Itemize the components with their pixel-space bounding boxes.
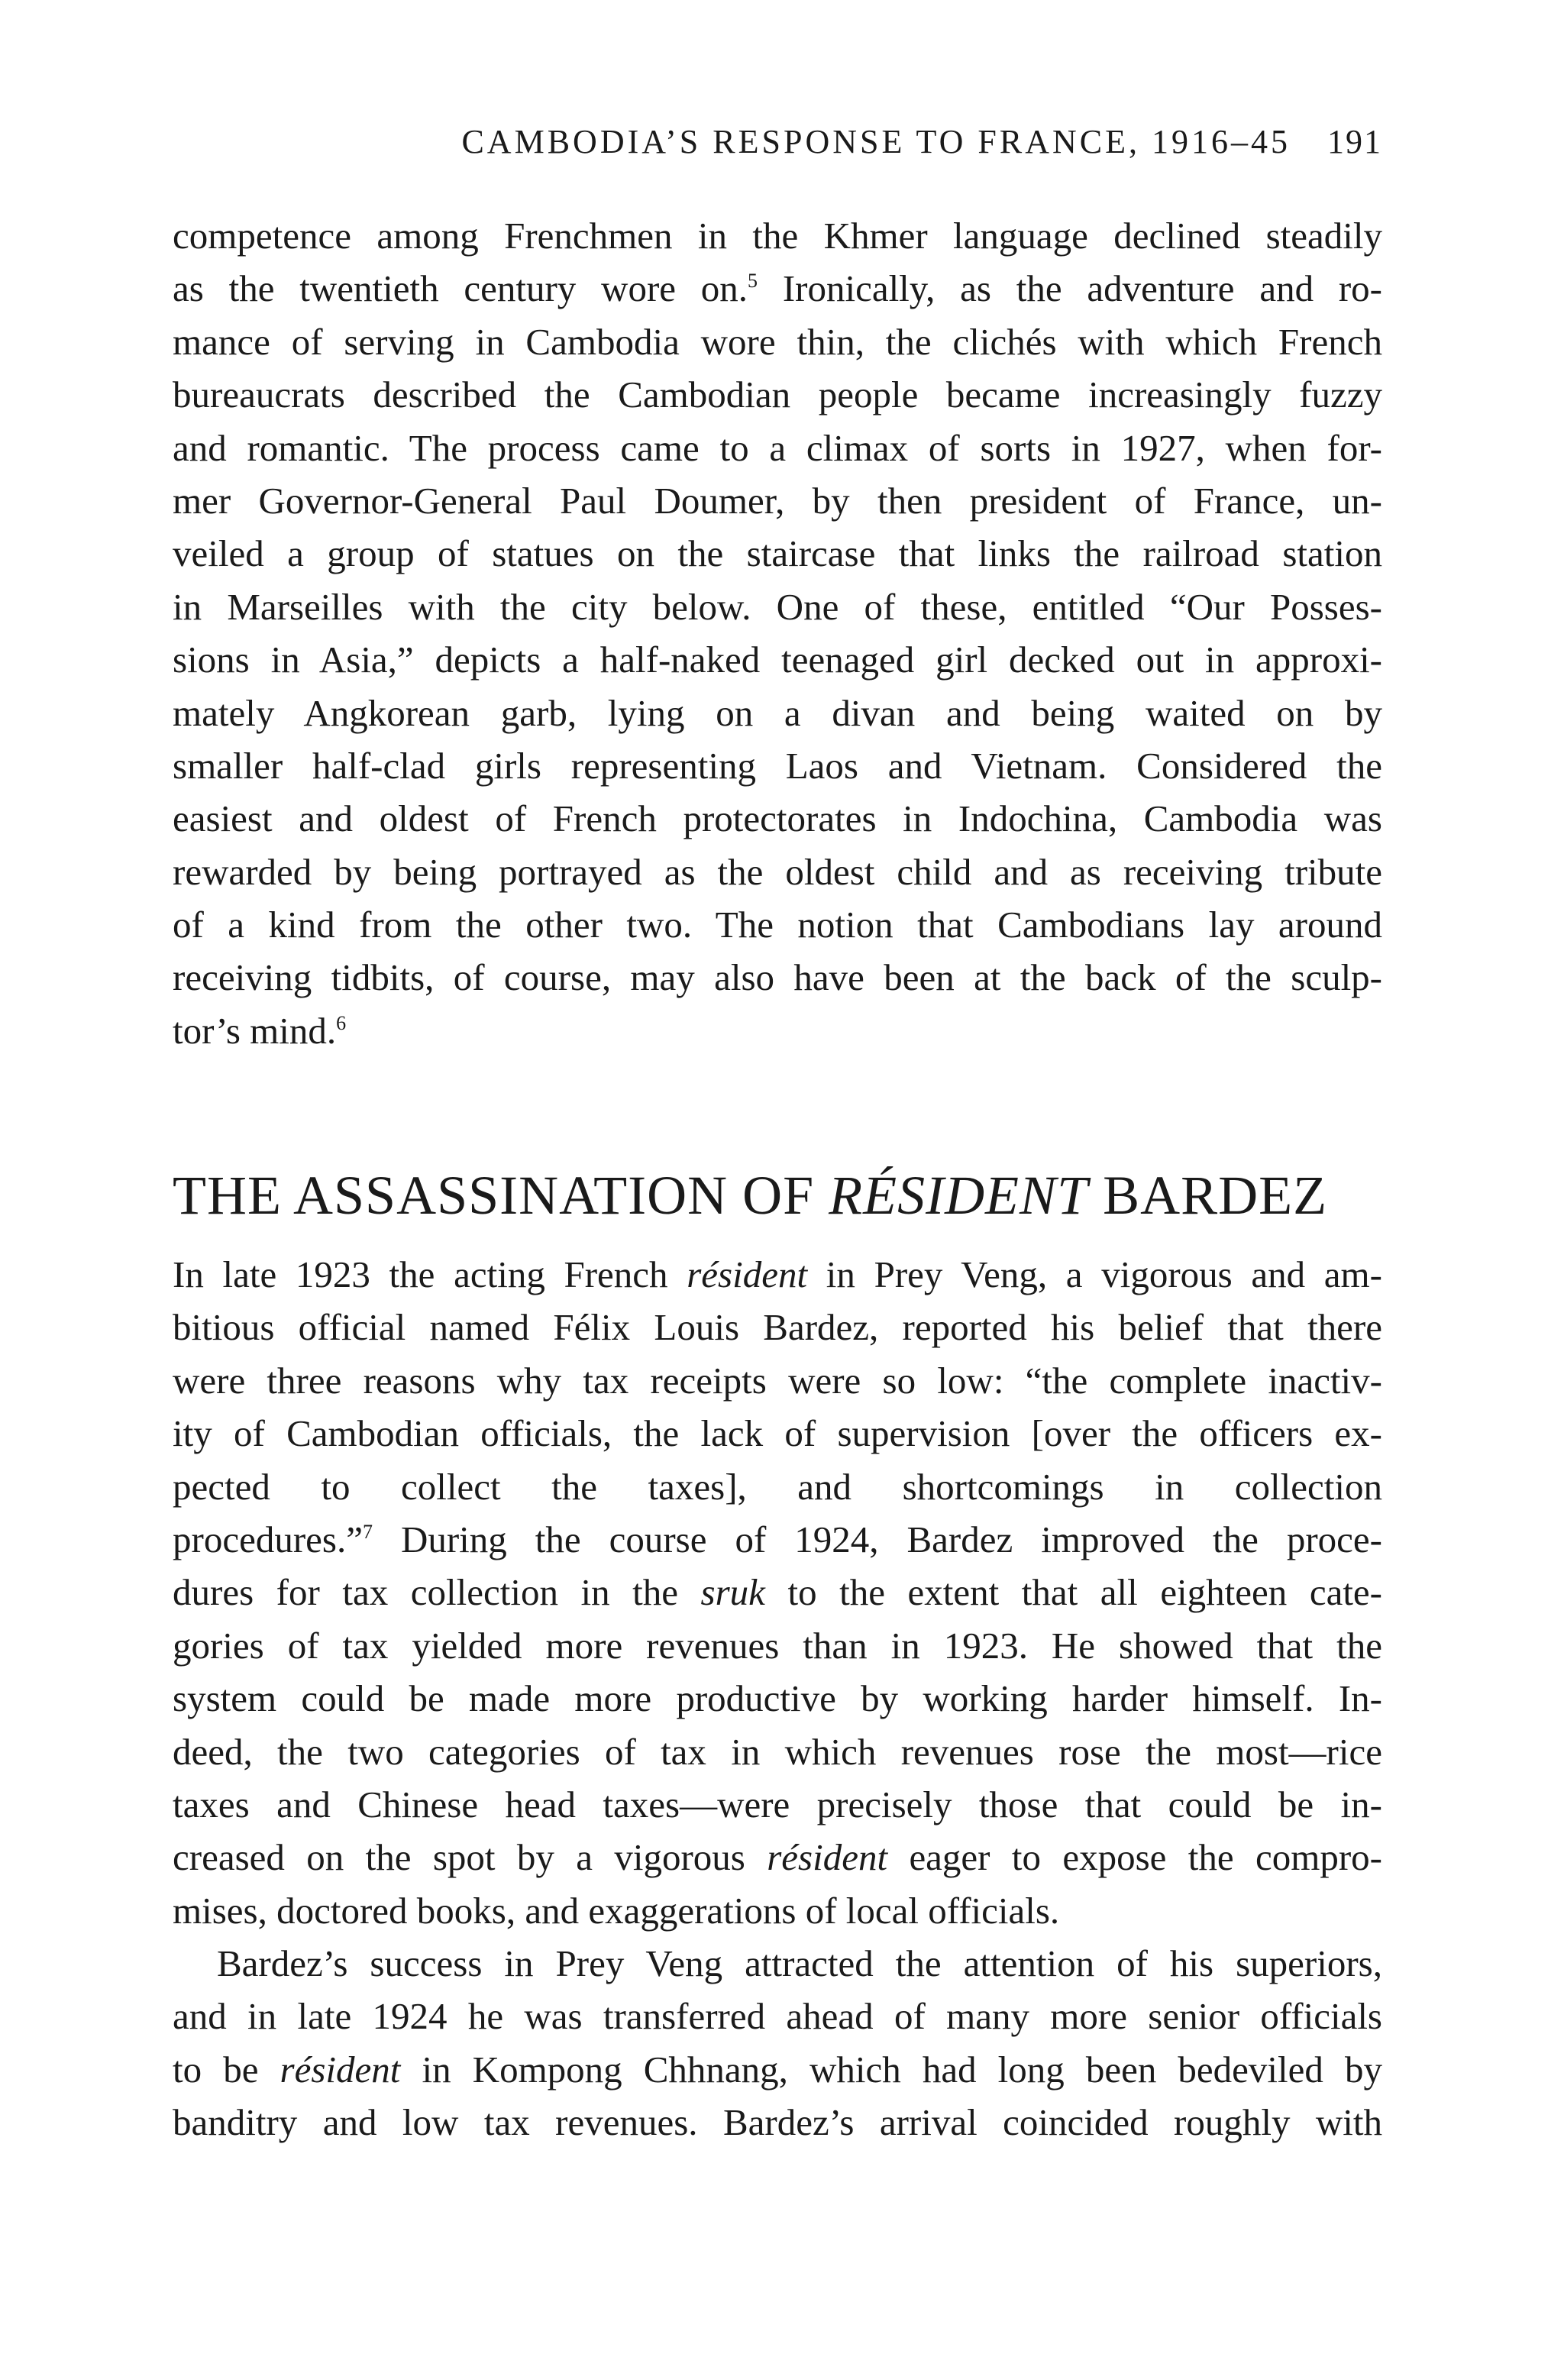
text-line: taxes and Chinese head taxes—were precisely those that could be in- [173,1783,1382,1825]
text-line: gories of tax yielded more revenues than in 1923. He showed that the [173,1624,1382,1667]
section-heading: THE ASSASSINATION OF RÉSIDENT BARDEZ [173,1165,1328,1226]
text-line: In late 1923 the acting French résident in Prey Veng, a vigorous and am- [173,1253,1382,1295]
text-line: bureaucrats described the Cambodian people became increasingly fuzzy [173,373,1382,416]
text-line: mance of serving in Cambodia wore thin, the clichés with which French [173,320,1382,363]
text-line: and in late 1924 he was transferred ahead of many more senior officials [173,1995,1382,2038]
text-line: smaller half-clad girls representing Laos and Vietnam. Considered the [173,744,1382,787]
page-number: 191 [1327,123,1382,160]
text-line: as the twentieth century wore on.$^5$ Ironically, as the adventure and ro- [173,267,1382,310]
text-line: deed, the two categories of tax in which revenues rose the most—rice [173,1730,1382,1773]
running-head-title: CAMBODIA’S RESPONSE TO FRANCE, 1916–45 [461,123,1291,160]
text-line: rewarded by being portrayed as the oldest child and as receiving tribute [173,850,1382,893]
text-line: were three reasons why tax receipts were so low: “the complete inactiv- [173,1359,1382,1402]
text-line: pected to collect the taxes], and shortcomings in collection [173,1465,1382,1508]
text-line: banditry and low tax revenues. Bardez’s arrival coincided roughly with [173,2101,1382,2144]
text-line: procedures.”$^7$ During the course of 1924, Bardez improved the proce- [173,1518,1382,1560]
running-head [173,122,1382,161]
text-line: to be résident in Kompong Chhnang, which had long been bedeviled by [173,2048,1382,2091]
text-line: tor’s mind.$^6$ [173,1009,347,1052]
text-line: system could be made more productive by working harder himself. In- [173,1677,1382,1720]
text-line: mises, doctored books, and exaggerations of local officials. [173,1889,1060,1932]
text-line: creased on the spot by a vigorous résident eager to expose the compro- [173,1836,1382,1879]
paragraph-2 [173,1248,1382,1937]
text-line: in Marseilles with the city below. One of these, entitled “Our Posses- [173,585,1382,628]
text-line: receiving tidbits, of course, may also have been at the back of the sculp- [173,956,1382,999]
text-line: easiest and oldest of French protectorates in Indochina, Cambodia was [173,797,1382,840]
text-line: mer Governor-General Paul Doumer, by then president of France, un- [173,479,1382,522]
text-line: ity of Cambodian officials, the lack of supervision [over the officers ex- [173,1412,1382,1455]
text-line: veiled a group of statues on the staircase that links the railroad station [173,532,1382,575]
text-line: competence among Frenchmen in the Khmer language declined steadily [173,215,1382,257]
text-line: sions in Asia,” depicts a half-naked teenaged girl decked out in approxi- [173,639,1382,681]
paragraph-1 [173,209,1382,1057]
text-line: of a kind from the other two. The notion that Cambodians lay around [173,904,1382,946]
paragraph-3 [173,1937,1382,2149]
footnote-ref: 5 [748,270,758,293]
footnote-ref: 7 [362,1520,373,1543]
text-line: and romantic. The process came to a climax of sorts in 1927, when for- [173,426,1382,469]
text-line: mately Angkorean garb, lying on a divan and being waited on by [173,691,1382,734]
text-line: Bardez’s success in Prey Veng attracted the attention of his superiors, [217,1942,1382,1984]
text-line: dures for tax collection in the sruk to the extent that all eighteen cate- [173,1571,1383,1614]
text-line: bitious official named Félix Louis Bardez, reported his belief that there [173,1306,1382,1349]
footnote-ref: 6 [336,1011,347,1034]
